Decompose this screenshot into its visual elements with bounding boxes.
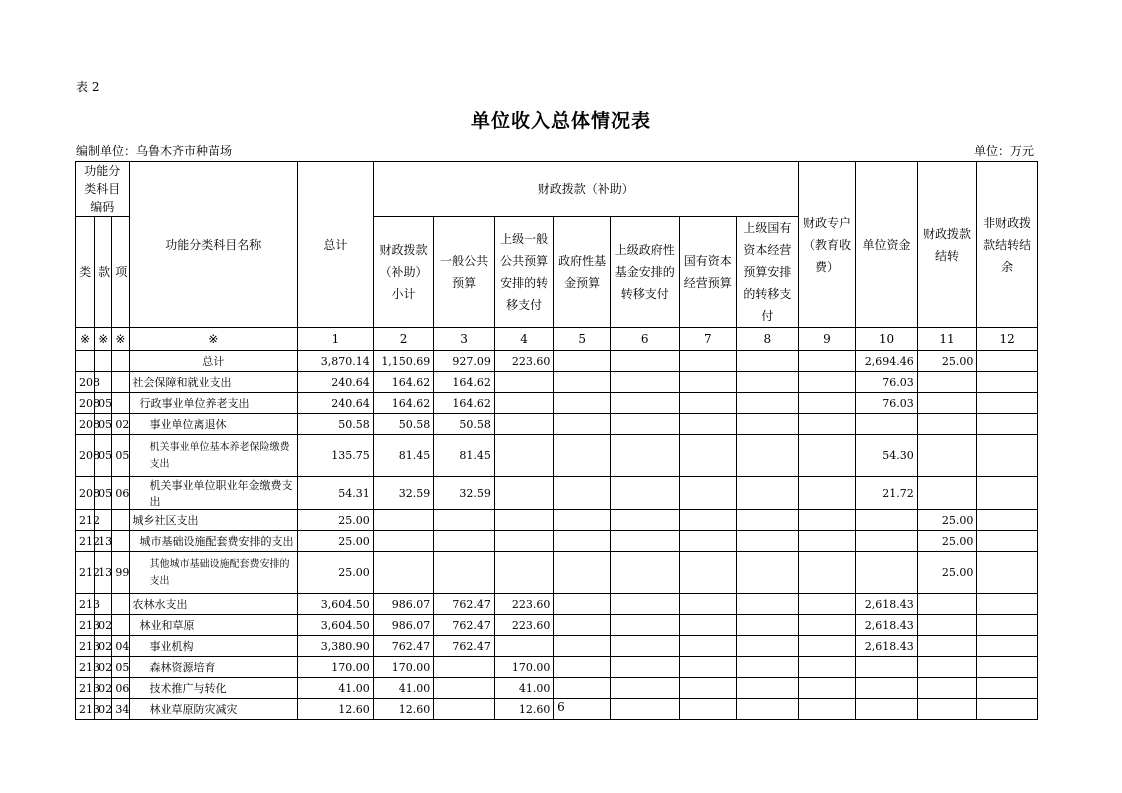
value-cell-total: 25.00 <box>298 531 374 552</box>
header-col-10: 单位资金 <box>856 162 918 328</box>
table-row <box>76 372 1038 393</box>
code-xiang-cell: 06 <box>112 477 129 510</box>
value-cell-c5 <box>610 351 679 372</box>
value-cell-c6 <box>679 351 737 372</box>
value-cell-c8 <box>798 510 856 531</box>
value-cell-c9: 76.03 <box>856 372 918 393</box>
header-total: 总计 <box>298 162 374 328</box>
page-number: 6 <box>557 700 565 714</box>
value-cell-c9: 2,618.43 <box>856 636 918 657</box>
value-cell-c7 <box>737 393 799 414</box>
value-cell-c3: 12.60 <box>494 699 554 720</box>
value-cell-c8 <box>798 351 856 372</box>
item-name-cell: 行政事业单位养老支出 <box>129 393 298 414</box>
value-cell-c10: 25.00 <box>917 531 977 552</box>
value-cell-c5 <box>610 393 679 414</box>
value-cell-c8 <box>798 594 856 615</box>
code-kuan-cell: 02 <box>95 657 112 678</box>
value-cell-c6 <box>679 678 737 699</box>
code-xiang-cell: 99 <box>112 552 129 594</box>
value-cell-c7 <box>737 414 799 435</box>
header-xiang: 项 <box>112 217 129 328</box>
header-col-2: 财政拨款（补助）小计 <box>373 217 434 328</box>
value-cell-c1 <box>373 510 434 531</box>
code-xiang-cell <box>112 372 129 393</box>
value-cell-c4 <box>554 351 611 372</box>
value-cell-c11 <box>977 531 1038 552</box>
code-lei-cell: 213 <box>76 678 95 699</box>
value-cell-total: 3,870.14 <box>298 351 374 372</box>
code-cell: 2 <box>373 328 434 351</box>
value-cell-c6 <box>679 393 737 414</box>
code-kuan-cell: 02 <box>95 699 112 720</box>
code-lei-cell: 208 <box>76 477 95 510</box>
item-name-cell: 林业草原防灾减灾 <box>129 699 298 720</box>
value-cell-c4 <box>554 414 611 435</box>
item-name-cell: 技术推广与转化 <box>129 678 298 699</box>
value-cell-c3 <box>494 372 554 393</box>
code-lei-cell: 208 <box>76 435 95 477</box>
value-cell-total: 3,380.90 <box>298 636 374 657</box>
code-lei-cell <box>76 351 95 372</box>
value-cell-c1: 164.62 <box>373 372 434 393</box>
table-row <box>76 351 1038 372</box>
value-cell-c2: 762.47 <box>434 594 495 615</box>
value-cell-c10 <box>917 657 977 678</box>
table-row <box>76 615 1038 636</box>
header-name: 功能分类科目名称 <box>129 162 298 328</box>
value-cell-c8 <box>798 435 856 477</box>
value-cell-c9: 2,618.43 <box>856 615 918 636</box>
table-row <box>76 510 1038 531</box>
value-cell-c9 <box>856 552 918 594</box>
table-row <box>76 552 1038 594</box>
value-cell-c10 <box>917 393 977 414</box>
value-cell-c11 <box>977 393 1038 414</box>
value-cell-c8 <box>798 393 856 414</box>
value-cell-c11 <box>977 594 1038 615</box>
code-xiang-cell: 06 <box>112 678 129 699</box>
value-cell-c5 <box>610 657 679 678</box>
table-row <box>76 594 1038 615</box>
value-cell-c2 <box>434 552 495 594</box>
header-col-6: 上级政府性基金安排的转移支付 <box>610 217 679 328</box>
value-cell-c7 <box>737 531 799 552</box>
value-cell-c9: 76.03 <box>856 393 918 414</box>
value-cell-c7 <box>737 351 799 372</box>
value-cell-c8 <box>798 615 856 636</box>
value-cell-c1 <box>373 552 434 594</box>
value-cell-c8 <box>798 477 856 510</box>
table-header <box>76 162 1038 351</box>
value-cell-c10 <box>917 372 977 393</box>
item-name-cell: 事业单位离退休 <box>129 414 298 435</box>
value-cell-c7 <box>737 657 799 678</box>
value-cell-c5 <box>610 477 679 510</box>
unit-label: 单位：万元 <box>973 144 1034 158</box>
code-xiang-cell <box>112 393 129 414</box>
table-row <box>76 657 1038 678</box>
value-cell-c10 <box>917 435 977 477</box>
value-cell-c8 <box>798 531 856 552</box>
code-kuan-cell: 02 <box>95 615 112 636</box>
value-cell-c7 <box>737 477 799 510</box>
table-row <box>76 414 1038 435</box>
code-lei-cell: 213 <box>76 699 95 720</box>
code-cell: 10 <box>856 328 918 351</box>
value-cell-c11 <box>977 510 1038 531</box>
value-cell-c8 <box>798 372 856 393</box>
code-lei-cell: 208 <box>76 372 95 393</box>
code-xiang-cell: 02 <box>112 414 129 435</box>
value-cell-c4 <box>554 615 611 636</box>
value-cell-c1: 762.47 <box>373 636 434 657</box>
code-kuan-cell: 13 <box>95 552 112 594</box>
value-cell-c6 <box>679 657 737 678</box>
value-cell-total: 25.00 <box>298 552 374 594</box>
header-col-3: 一般公共预算 <box>434 217 495 328</box>
value-cell-c6 <box>679 552 737 594</box>
code-xiang-cell: 34 <box>112 699 129 720</box>
value-cell-c4 <box>554 552 611 594</box>
value-cell-c10 <box>917 414 977 435</box>
value-cell-c6 <box>679 594 737 615</box>
value-cell-c1: 164.62 <box>373 393 434 414</box>
value-cell-c6 <box>679 531 737 552</box>
value-cell-c2 <box>434 531 495 552</box>
header-fiscal-group: 财政拨款（补助） <box>373 162 798 217</box>
value-cell-c3: 223.60 <box>494 594 554 615</box>
value-cell-c10 <box>917 615 977 636</box>
value-cell-c5 <box>610 678 679 699</box>
item-name-cell: 机关事业单位职业年金缴费支出 <box>129 477 298 510</box>
code-kuan-cell: 05 <box>95 477 112 510</box>
value-cell-c9 <box>856 657 918 678</box>
value-cell-c5 <box>610 615 679 636</box>
value-cell-c4 <box>554 636 611 657</box>
code-lei-cell: 213 <box>76 615 95 636</box>
organization-label: 编制单位：乌鲁木齐市种苗场 <box>76 144 233 158</box>
value-cell-c5 <box>610 510 679 531</box>
header-col-5: 政府性基金预算 <box>554 217 611 328</box>
header-col-7: 国有资本经营预算 <box>679 217 737 328</box>
code-cell: 4 <box>494 328 554 351</box>
value-cell-c2: 762.47 <box>434 636 495 657</box>
value-cell-c1: 12.60 <box>373 699 434 720</box>
value-cell-c11 <box>977 636 1038 657</box>
value-cell-c1: 50.58 <box>373 414 434 435</box>
code-xiang-cell <box>112 510 129 531</box>
value-cell-c7 <box>737 636 799 657</box>
value-cell-c4 <box>554 477 611 510</box>
item-name-cell: 事业机构 <box>129 636 298 657</box>
item-name-cell: 城市基础设施配套费安排的支出 <box>129 531 298 552</box>
header-lei: 类 <box>76 217 95 328</box>
code-cell: ※ <box>129 328 298 351</box>
code-xiang-cell: 05 <box>112 657 129 678</box>
code-kuan-cell: 05 <box>95 435 112 477</box>
value-cell-c6 <box>679 615 737 636</box>
value-cell-c9 <box>856 414 918 435</box>
table-number: 表 2 <box>76 80 100 94</box>
table-row <box>76 435 1038 477</box>
value-cell-total: 170.00 <box>298 657 374 678</box>
value-cell-c1: 170.00 <box>373 657 434 678</box>
header-col-8: 上级国有资本经营预算安排的转移支付 <box>737 217 799 328</box>
value-cell-c5 <box>610 372 679 393</box>
header-col-9: 财政专户（教育收费） <box>798 162 856 328</box>
item-name-cell: 农林水支出 <box>129 594 298 615</box>
value-cell-c4 <box>554 678 611 699</box>
code-cell: 8 <box>737 328 799 351</box>
value-cell-c10: 25.00 <box>917 351 977 372</box>
value-cell-c10 <box>917 594 977 615</box>
value-cell-c2: 164.62 <box>434 393 495 414</box>
value-cell-c6 <box>679 510 737 531</box>
value-cell-c7 <box>737 552 799 594</box>
value-cell-c11 <box>977 678 1038 699</box>
code-lei-cell: 208 <box>76 393 95 414</box>
value-cell-c2: 81.45 <box>434 435 495 477</box>
value-cell-c3: 170.00 <box>494 657 554 678</box>
value-cell-c11 <box>977 435 1038 477</box>
value-cell-c2: 762.47 <box>434 615 495 636</box>
code-lei-cell: 212 <box>76 552 95 594</box>
page-title: 单位收入总体情况表 <box>470 110 651 132</box>
value-cell-c7 <box>737 615 799 636</box>
code-xiang-cell: 05 <box>112 435 129 477</box>
value-cell-c1: 81.45 <box>373 435 434 477</box>
table-row <box>76 636 1038 657</box>
item-name-cell: 总计 <box>129 351 298 372</box>
value-cell-c4 <box>554 372 611 393</box>
code-lei-cell: 213 <box>76 636 95 657</box>
value-cell-c1: 32.59 <box>373 477 434 510</box>
value-cell-c9 <box>856 531 918 552</box>
code-kuan-cell: 05 <box>95 414 112 435</box>
code-cell: 12 <box>977 328 1038 351</box>
code-lei-cell: 213 <box>76 594 95 615</box>
value-cell-c11 <box>977 477 1038 510</box>
value-cell-c2: 927.09 <box>434 351 495 372</box>
value-cell-c3: 223.60 <box>494 351 554 372</box>
header-kuan: 款 <box>95 217 112 328</box>
code-cell: 7 <box>679 328 737 351</box>
code-lei-cell: 208 <box>76 414 95 435</box>
value-cell-total: 240.64 <box>298 372 374 393</box>
value-cell-c11 <box>977 414 1038 435</box>
code-cell: 11 <box>917 328 977 351</box>
value-cell-c5 <box>610 414 679 435</box>
value-cell-c7 <box>737 435 799 477</box>
value-cell-c4 <box>554 531 611 552</box>
value-cell-c5 <box>610 552 679 594</box>
value-cell-c3 <box>494 531 554 552</box>
value-cell-c10 <box>917 477 977 510</box>
code-cell: ※ <box>112 328 129 351</box>
code-cell: 3 <box>434 328 495 351</box>
value-cell-c2: 50.58 <box>434 414 495 435</box>
table-row <box>76 678 1038 699</box>
value-cell-c2: 32.59 <box>434 477 495 510</box>
value-cell-c10: 25.00 <box>917 552 977 594</box>
code-xiang-cell <box>112 615 129 636</box>
value-cell-c8 <box>798 657 856 678</box>
code-lei-cell: 212 <box>76 510 95 531</box>
value-cell-c3 <box>494 636 554 657</box>
value-cell-c9 <box>856 678 918 699</box>
item-name-cell: 森林资源培育 <box>129 657 298 678</box>
item-name-cell: 林业和草原 <box>129 615 298 636</box>
code-kuan-cell: 05 <box>95 393 112 414</box>
value-cell-c10 <box>917 636 977 657</box>
value-cell-total: 3,604.50 <box>298 615 374 636</box>
income-summary-table <box>75 161 1038 720</box>
code-lei-cell: 213 <box>76 657 95 678</box>
code-cell: 9 <box>798 328 856 351</box>
header-code-group: 功能分类科目编码 <box>76 162 130 217</box>
code-lei-cell: 212 <box>76 531 95 552</box>
value-cell-c1: 41.00 <box>373 678 434 699</box>
code-xiang-cell: 04 <box>112 636 129 657</box>
value-cell-c4 <box>554 510 611 531</box>
value-cell-c11 <box>977 615 1038 636</box>
value-cell-c8 <box>798 678 856 699</box>
value-cell-c3 <box>494 477 554 510</box>
value-cell-c5 <box>610 594 679 615</box>
value-cell-c1: 1,150.69 <box>373 351 434 372</box>
code-xiang-cell <box>112 351 129 372</box>
value-cell-c4 <box>554 393 611 414</box>
value-cell-c9: 2,694.46 <box>856 351 918 372</box>
table-row <box>76 531 1038 552</box>
value-cell-c10 <box>917 678 977 699</box>
value-cell-c7 <box>737 510 799 531</box>
value-cell-c2: 164.62 <box>434 372 495 393</box>
value-cell-c6 <box>679 636 737 657</box>
value-cell-c7 <box>737 372 799 393</box>
value-cell-total: 3,604.50 <box>298 594 374 615</box>
value-cell-c6 <box>679 372 737 393</box>
value-cell-total: 50.58 <box>298 414 374 435</box>
item-name-cell: 其他城市基础设施配套费安排的支出 <box>129 552 298 594</box>
value-cell-c7 <box>737 678 799 699</box>
code-kuan-cell: 13 <box>95 531 112 552</box>
item-name-cell: 机关事业单位基本养老保险缴费支出 <box>129 435 298 477</box>
header-col-12: 非财政拨款结转结余 <box>977 162 1038 328</box>
value-cell-c5 <box>610 531 679 552</box>
value-cell-c11 <box>977 657 1038 678</box>
header-col-4: 上级一般公共预算安排的转移支付 <box>494 217 554 328</box>
value-cell-c5 <box>610 435 679 477</box>
code-cell: 6 <box>610 328 679 351</box>
value-cell-c4 <box>554 594 611 615</box>
value-cell-c5 <box>610 636 679 657</box>
value-cell-c6 <box>679 414 737 435</box>
value-cell-c11 <box>977 552 1038 594</box>
value-cell-c3 <box>494 510 554 531</box>
value-cell-c2 <box>434 678 495 699</box>
code-cell: 5 <box>554 328 611 351</box>
value-cell-c4 <box>554 435 611 477</box>
code-cell: ※ <box>76 328 95 351</box>
item-name-cell: 城乡社区支出 <box>129 510 298 531</box>
table-body <box>76 351 1038 720</box>
table-row <box>76 477 1038 510</box>
value-cell-c2 <box>434 510 495 531</box>
code-xiang-cell <box>112 531 129 552</box>
value-cell-c3 <box>494 414 554 435</box>
header-col-11: 财政拨款结转 <box>917 162 977 328</box>
value-cell-c8 <box>798 636 856 657</box>
code-kuan-cell <box>95 351 112 372</box>
value-cell-c6 <box>679 435 737 477</box>
value-cell-c1: 986.07 <box>373 594 434 615</box>
value-cell-total: 135.75 <box>298 435 374 477</box>
value-cell-c3 <box>494 552 554 594</box>
value-cell-c1: 986.07 <box>373 615 434 636</box>
value-cell-c9: 54.30 <box>856 435 918 477</box>
value-cell-c9: 2,618.43 <box>856 594 918 615</box>
value-cell-c11 <box>977 351 1038 372</box>
code-xiang-cell <box>112 594 129 615</box>
code-kuan-cell: 02 <box>95 636 112 657</box>
table-row <box>76 393 1038 414</box>
item-name-cell: 社会保障和就业支出 <box>129 372 298 393</box>
value-cell-c3 <box>494 393 554 414</box>
value-cell-c9: 21.72 <box>856 477 918 510</box>
value-cell-c7 <box>737 594 799 615</box>
value-cell-c10: 25.00 <box>917 510 977 531</box>
code-cell: ※ <box>95 328 112 351</box>
value-cell-total: 240.64 <box>298 393 374 414</box>
value-cell-c8 <box>798 414 856 435</box>
code-kuan-cell: 02 <box>95 678 112 699</box>
value-cell-c9 <box>856 510 918 531</box>
column-code-row <box>76 328 1038 351</box>
value-cell-c8 <box>798 552 856 594</box>
value-cell-c3 <box>494 435 554 477</box>
value-cell-c4 <box>554 657 611 678</box>
value-cell-c1 <box>373 531 434 552</box>
value-cell-total: 54.31 <box>298 477 374 510</box>
value-cell-total: 41.00 <box>298 678 374 699</box>
value-cell-c2 <box>434 657 495 678</box>
value-cell-c3: 223.60 <box>494 615 554 636</box>
value-cell-c11 <box>977 372 1038 393</box>
value-cell-total: 12.60 <box>298 699 374 720</box>
code-cell: 1 <box>298 328 374 351</box>
value-cell-c6 <box>679 477 737 510</box>
value-cell-total: 25.00 <box>298 510 374 531</box>
value-cell-c3: 41.00 <box>494 678 554 699</box>
